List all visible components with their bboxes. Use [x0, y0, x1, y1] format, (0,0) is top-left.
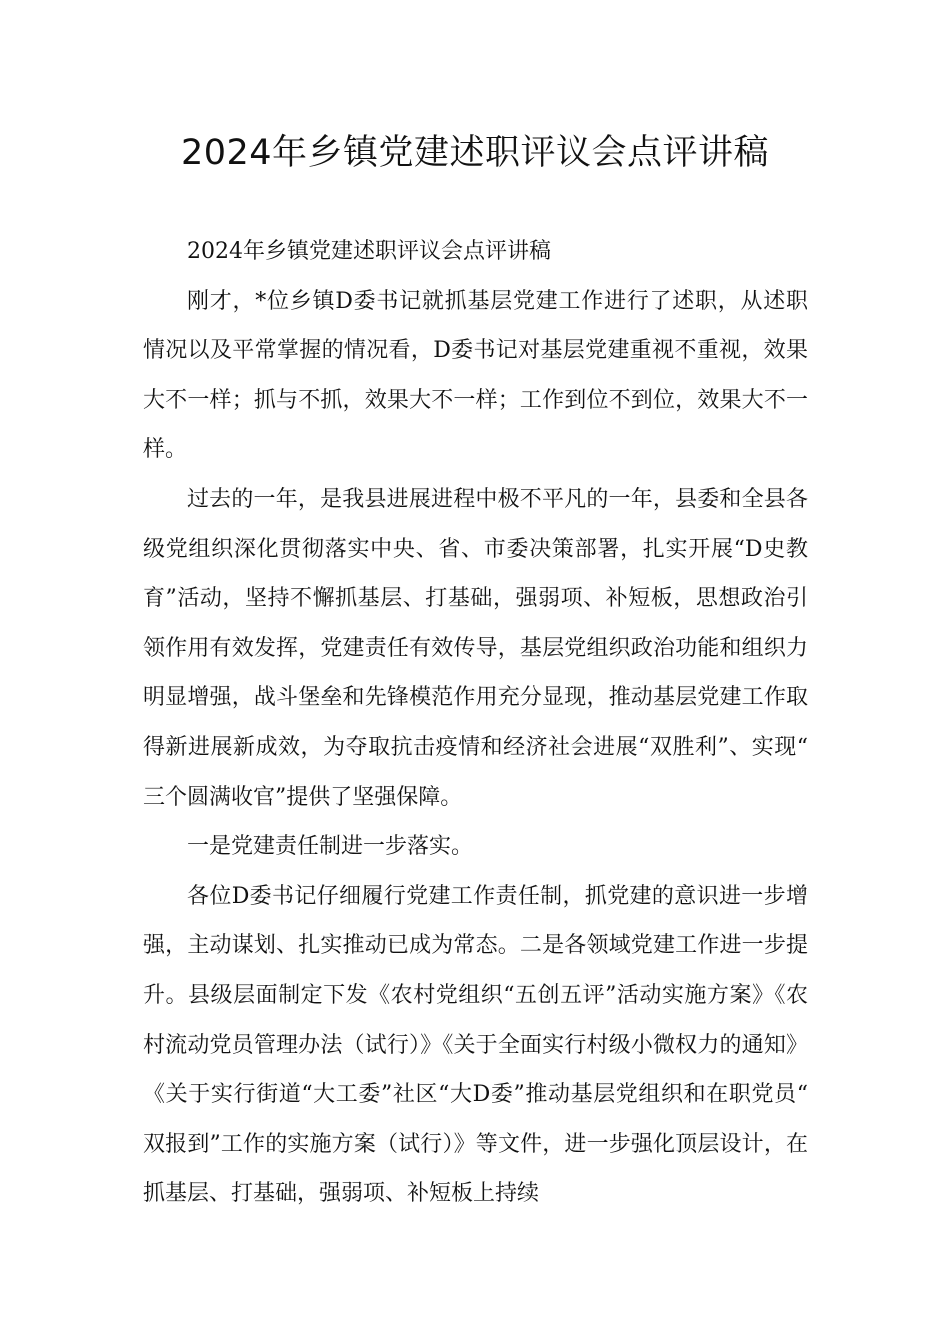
paragraph-subtitle: 2024年乡镇党建述职评议会点评讲稿 — [187, 239, 551, 264]
paragraph-responsibility: 各位D委书记仔细履行党建工作责任制，抓党建的意识进一步增强，主动谋划、扎实推动已成为常态。二是各领域党建工作进一步提升。县级层面制定下发《农村党组织“五创五评”活动实施方案》《农村流动党员管理办法（试行）》《关于全面实行村级小微权力的通知》《关于实行街道“大工委”社区“大D委”推动基层党组织和在职党员“双报到”工作的实施方案（试行）》等文件，进一步强化顶层设计，在抓基层、打基础，强弱项、补短板上持续 — [143, 883, 808, 1207]
paragraph-opening: 刚才，*位乡镇D委书记就抓基层党建工作进行了述职，从述职情况以及平常掌握的情况看，D委书记对基层党建重视不重视，效果大不一样；抓与不抓，效果大不一样；工作到位不到位，效果大不一样。 — [143, 288, 808, 463]
document-body — [143, 227, 808, 1219]
document-title: 2024年乡镇党建述职评议会点评讲稿 — [180, 133, 770, 173]
paragraph-point-one: 一是党建责任制进一步落实。 — [187, 834, 474, 860]
paragraph-past-year: 过去的一年，是我县进展进程中极不平凡的一年，县委和全县各级党组织深化贯彻落实中央、省、市委决策部署，扎实开展“D史教育”活动，坚持不懈抓基层、打基础，强弱项、补短板，思想政治引领作用有效发挥，党建责任有效传导，基层党组织政治功能和组织力明显增强，战斗堡垒和先锋模范作用充分显现，推动基层党建工作取得新进展新成效，为夺取抗击疫情和经济社会进展“双胜利”、实现“三个圆满收官”提供了坚强保障。 — [143, 486, 808, 810]
